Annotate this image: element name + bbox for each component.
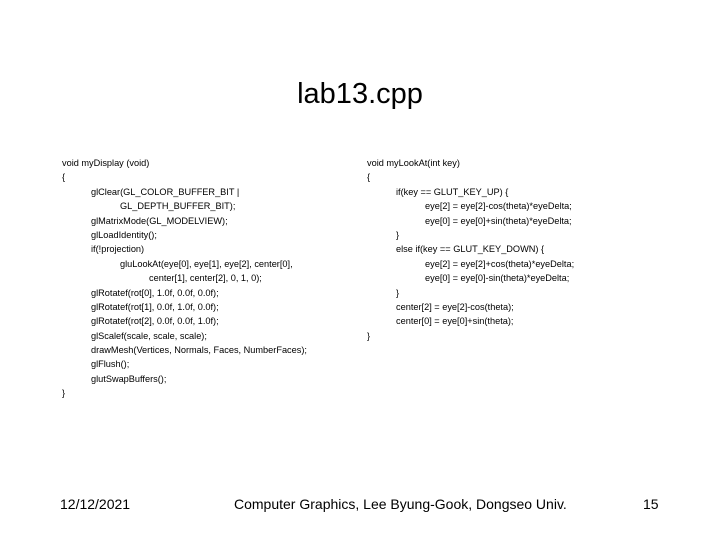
code-line: void myLookAt(int key) [367,158,460,168]
code-line: eye[0] = eye[0]-sin(theta)*eyeDelta; [425,273,570,284]
code-block-my-display [62,156,307,401]
code-line: eye[0] = eye[0]+sin(theta)*eyeDelta; [425,215,572,226]
code-line: glLoadIdentity(); [91,229,157,240]
code-line: if(!projection) [91,244,145,255]
code-line: else if(key == GLUT_KEY_DOWN) { [396,244,545,255]
code-line: eye[2] = eye[2]-cos(theta)*eyeDelta; [425,201,572,212]
code-line: } [62,388,66,399]
page-number: 15 [643,496,659,512]
code-line: void myDisplay (void) [62,158,150,168]
code-line: glRotatef(rot[0], 1.0f, 0.0f, 0.0f); [91,287,219,298]
footer-date: 12/12/2021 [60,496,131,512]
code-line: glutSwapBuffers(); [91,373,167,384]
code-line: } [396,229,400,240]
code-line: { [367,172,371,183]
code-line: glScalef(scale, scale, scale); [91,330,207,341]
slide-title: lab13.cpp [297,78,423,110]
code-block-my-look-at [367,156,574,343]
code-line: glMatrixMode(GL_MODELVIEW); [91,215,228,226]
footer-credit: Computer Graphics, Lee Byung-Gook, Dongseo Univ. [234,496,567,512]
code-line: eye[2] = eye[2]+cos(theta)*eyeDelta; [425,258,575,269]
code-line: { [62,172,66,183]
code-line: glRotatef(rot[2], 0.0f, 0.0f, 1.0f); [91,316,219,327]
code-line: center[1], center[2], 0, 1, 0); [149,273,262,284]
code-line: gluLookAt(eye[0], eye[1], eye[2], center[0], [120,258,293,269]
code-line: glFlush(); [91,359,130,370]
code-line: } [367,330,371,341]
code-line: GL_DEPTH_BUFFER_BIT); [120,201,236,212]
code-line: } [396,287,400,298]
code-line: glClear(GL_COLOR_BUFFER_BIT | [91,186,240,197]
code-line: if(key == GLUT_KEY_UP) { [396,186,509,197]
code-line: drawMesh(Vertices, Normals, Faces, NumberFaces); [91,345,307,356]
code-line: glRotatef(rot[1], 0.0f, 1.0f, 0.0f); [91,301,219,312]
code-line: center[2] = eye[2]-cos(theta); [396,301,514,312]
code-line: center[0] = eye[0]+sin(theta); [396,316,514,327]
